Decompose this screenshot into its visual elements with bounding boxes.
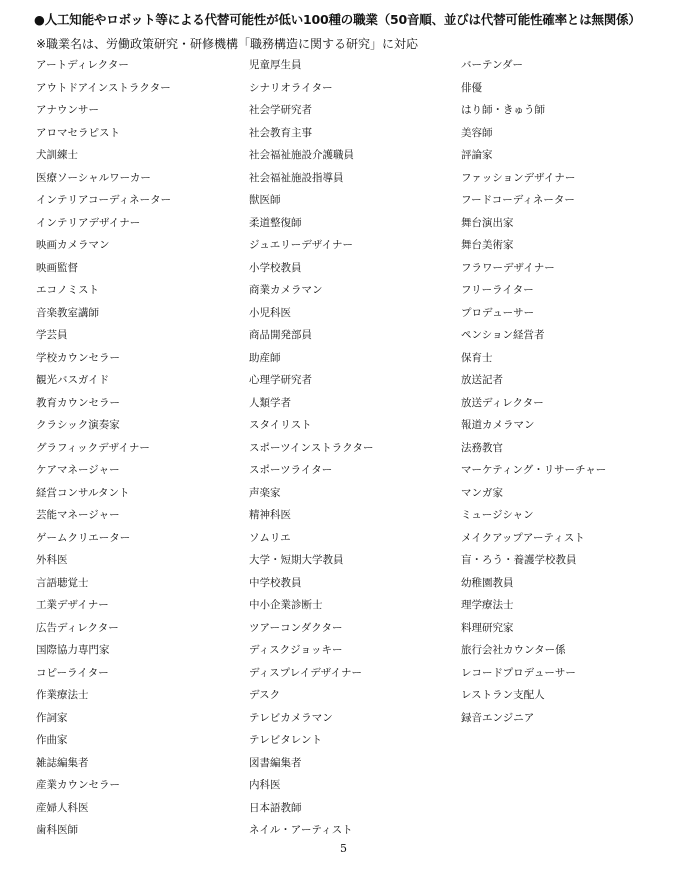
occupation-item: 小児科医	[249, 306, 291, 319]
occupation-item: フラワーデザイナー	[461, 261, 555, 274]
occupation-item: 外科医	[36, 554, 68, 566]
page-title: ●人工知能やロボット等による代替可能性が低い100種の職業（50音順、並びは代替可能性確率とは無関係）	[34, 12, 641, 27]
occupation-item: バーテンダー	[461, 59, 524, 71]
occupation-item: 舞台演出家	[461, 216, 514, 229]
occupation-item: レコードプロデューサー	[461, 666, 576, 679]
occupation-item: インテリアデザイナー	[36, 216, 141, 229]
occupation-item: 舞台美術家	[461, 239, 514, 251]
page-subtitle-note: ※職業名は、労働政策研究・研修機構「職務構造に関する研究」に対応	[36, 37, 419, 51]
occupation-item: デスク	[249, 689, 281, 701]
occupation-item: テレビカメラマン	[249, 711, 333, 724]
occupation-item: 映画監督	[36, 261, 78, 274]
occupation-item: 理学療法士	[461, 599, 514, 611]
occupation-item: 広告ディレクター	[36, 621, 119, 634]
occupation-item: 社会福祉施設介護職員	[249, 149, 354, 161]
occupation-item: 医療ソーシャルワーカー	[36, 171, 151, 184]
occupation-item: 法務教官	[461, 441, 503, 454]
occupation-item: 言語聴覚士	[36, 576, 89, 589]
occupation-item: 報道カメラマン	[461, 419, 535, 431]
occupation-item: 中小企業診断士	[249, 599, 323, 611]
occupation-item: 学校カウンセラー	[36, 351, 120, 364]
occupation-column-1	[36, 54, 236, 842]
occupation-item: ファッションデザイナー	[461, 171, 576, 184]
occupation-item: 商品開発部員	[249, 329, 312, 341]
occupation-item: アナウンサー	[36, 104, 99, 116]
occupation-item: メイクアップアーティスト	[461, 531, 585, 544]
occupation-item: 助産師	[249, 351, 281, 364]
occupation-item: 小学校教員	[249, 261, 302, 274]
occupation-item: 柔道整復師	[249, 216, 302, 229]
occupation-item: 俳優	[461, 81, 482, 94]
occupation-item: 大学・短期大学教員	[249, 554, 344, 566]
occupation-item: マーケティング・リサーチャー	[461, 464, 607, 476]
occupation-item: ソムリエ	[249, 531, 291, 544]
occupation-item: 録音エンジニア	[461, 711, 535, 724]
occupation-item: コピーライター	[36, 666, 109, 679]
occupation-item: プロデューサー	[461, 306, 535, 319]
occupation-item: 社会学研究者	[249, 104, 312, 116]
occupation-item: ゲームクリエーター	[36, 531, 131, 544]
occupation-item: エコノミスト	[36, 284, 99, 296]
occupation-item: 作曲家	[36, 734, 68, 746]
occupation-item: スポーツライター	[249, 464, 333, 476]
occupation-item: 放送ディレクター	[461, 396, 544, 409]
occupation-item: 歯科医師	[36, 824, 78, 836]
occupation-item: 雑誌編集者	[36, 756, 89, 769]
occupation-item: 心理学研究者	[249, 374, 312, 386]
occupation-item: アロマセラピスト	[36, 126, 120, 139]
occupation-item: 国際協力専門家	[36, 644, 110, 656]
occupation-item: ケアマネージャー	[36, 464, 120, 476]
occupation-item: 幼稚園教員	[461, 576, 514, 589]
occupation-item: はり師・きゅう師	[461, 104, 545, 116]
occupation-item: スタイリスト	[249, 419, 312, 431]
occupation-item: 評論家	[461, 149, 493, 161]
occupation-item: ジュエリーデザイナー	[249, 239, 354, 251]
occupation-column-2	[249, 54, 449, 842]
occupation-item: 料理研究家	[461, 621, 514, 634]
occupation-item: ネイル・アーティスト	[249, 824, 353, 836]
occupation-column-3	[461, 54, 676, 729]
occupation-item: テレビタレント	[249, 734, 323, 746]
occupation-item: 作業療法士	[36, 689, 89, 701]
occupation-item: 学芸員	[36, 329, 68, 341]
occupation-item: 日本語教師	[249, 801, 302, 814]
occupation-item: ミュージシャン	[461, 509, 534, 521]
occupation-item: 教育カウンセラー	[36, 396, 120, 409]
occupation-item: ペンション経営者	[461, 329, 545, 341]
occupation-item: 獣医師	[249, 194, 281, 206]
occupation-item: グラフィックデザイナー	[36, 441, 150, 454]
occupation-item: 保育士	[461, 351, 493, 364]
occupation-item: 声楽家	[249, 486, 281, 499]
occupation-item: 観光バスガイド	[36, 374, 110, 386]
occupation-item: ツアーコンダクター	[249, 621, 343, 634]
occupation-item: 図書編集者	[249, 756, 302, 769]
occupation-item: 作詞家	[36, 711, 68, 724]
occupation-item: 旅行会社カウンター係	[461, 644, 566, 656]
occupation-item: フードコーディネーター	[461, 194, 575, 206]
occupation-item: 経営コンサルタント	[36, 486, 130, 499]
occupation-item: レストラン支配人	[461, 689, 545, 701]
occupation-item: 放送記者	[461, 374, 503, 386]
occupation-item: シナリオライター	[249, 81, 333, 94]
occupation-item: 音楽教室講師	[36, 306, 99, 319]
occupation-item: フリーライター	[461, 284, 534, 296]
occupation-item: 社会福祉施設指導員	[249, 171, 344, 184]
occupation-item: 精神科医	[249, 509, 291, 521]
page-number: 5	[340, 842, 347, 855]
occupation-item: アートディレクター	[36, 59, 129, 71]
occupation-item: 工業デザイナー	[36, 599, 109, 611]
occupation-item: 商業カメラマン	[249, 284, 323, 296]
occupation-item: クラシック演奏家	[36, 419, 120, 431]
occupation-item: 産婦人科医	[36, 801, 89, 814]
occupation-item: 内科医	[249, 779, 281, 791]
occupation-item: 芸能マネージャー	[36, 509, 120, 521]
occupation-item: ディスクジョッキー	[249, 644, 343, 656]
occupation-item: スポーツインストラクター	[249, 441, 374, 454]
occupation-item: マンガ家	[461, 486, 503, 499]
occupation-item: 盲・ろう・養護学校教員	[461, 554, 577, 566]
occupation-item: インテリアコーディネーター	[36, 194, 172, 206]
occupation-item: 中学校教員	[249, 576, 302, 589]
occupation-item: 児童厚生員	[249, 59, 302, 71]
occupation-item: 犬訓練士	[36, 149, 78, 161]
occupation-item: 人類学者	[249, 396, 291, 409]
occupation-item: 産業カウンセラー	[36, 779, 120, 791]
occupation-item: ディスプレイデザイナー	[249, 666, 362, 679]
occupation-item: 映画カメラマン	[36, 239, 110, 251]
occupation-item: アウトドアインストラクター	[36, 81, 171, 94]
occupation-item: 社会教育主事	[249, 126, 312, 139]
occupation-item: 美容師	[461, 126, 493, 139]
